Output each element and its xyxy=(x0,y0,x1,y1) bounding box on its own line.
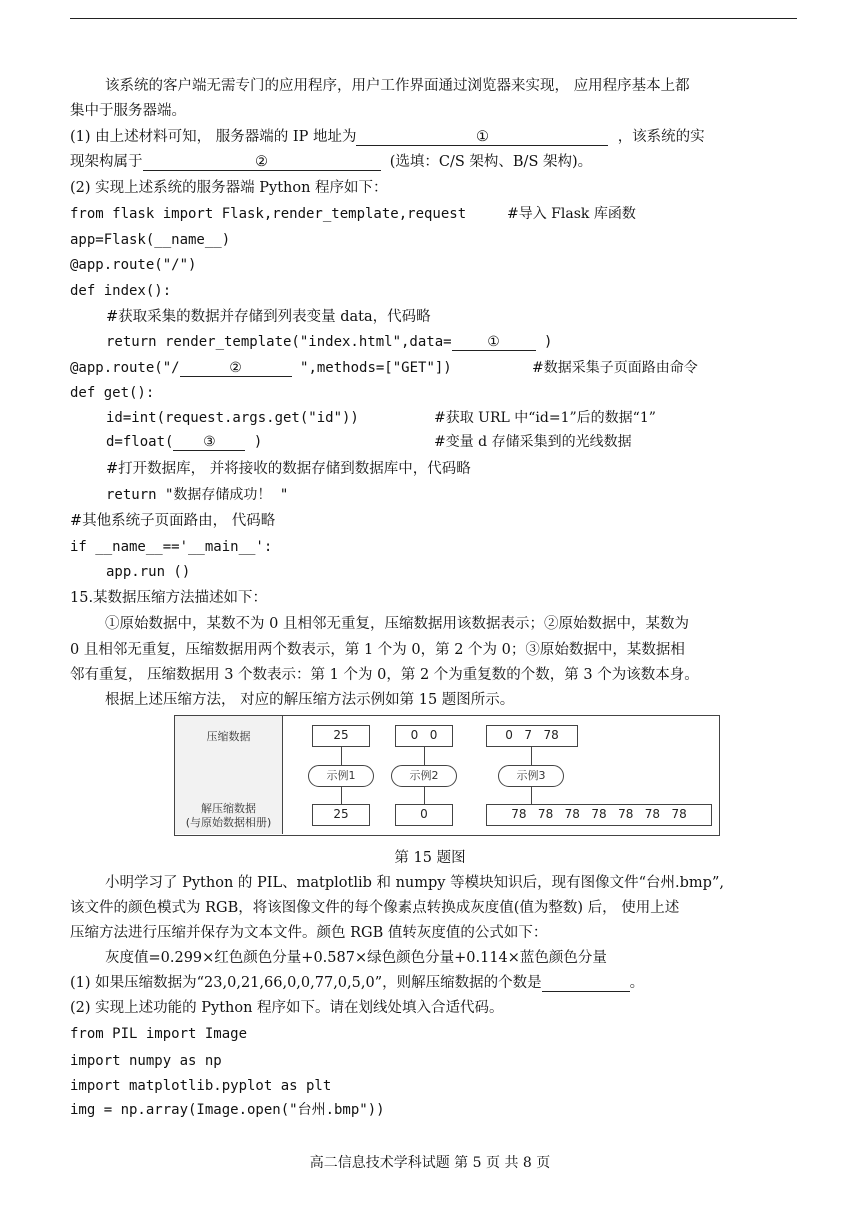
code-line: from PIL import Image xyxy=(70,1026,248,1042)
code-comment-line: #打开数据库， 并将接收的数据存储到数据库中，代码略 xyxy=(106,461,471,477)
arrow-line xyxy=(531,747,532,765)
code-line: return "数据存储成功！ " xyxy=(106,487,289,503)
question-text: 。 xyxy=(629,975,645,991)
label-decompressed: 解压缩数据 xyxy=(201,802,256,815)
paragraph-line: 0 且相邻无重复，压缩数据用两个数表示，第 1 个为 0，第 2 个为 0；③原始数据中，某数据相 xyxy=(70,642,685,658)
question-15-1 xyxy=(70,973,644,993)
code-comment-line: #获取采集的数据并存储到列表变量 data，代码略 xyxy=(106,309,431,325)
paragraph-line: 压缩方法进行压缩并保存为文本文件。颜色 RGB 值转灰度值的公式如下： xyxy=(70,925,548,941)
code-text: d=float( xyxy=(106,434,174,450)
page-footer: 高二信息技术学科试题 第 5 页 共 8 页 xyxy=(309,1155,551,1171)
code-line: if __name__=='__main__': xyxy=(70,539,273,555)
ex2-decompressed-box: 0 xyxy=(395,804,453,826)
code-line xyxy=(70,358,698,378)
code-blank-1[interactable]: ① xyxy=(452,334,536,351)
label-compressed: 压缩数据 xyxy=(206,730,251,743)
paragraph-line: 该文件的颜色模式为 RGB，将该图像文件的每个像素点转换成灰度值(值为整数) 后， 使用上述 xyxy=(70,900,680,916)
arrow-line xyxy=(424,747,425,765)
code-comment-line: #其他系统子页面路由， 代码略 xyxy=(70,513,276,529)
answer-blank-15-1[interactable] xyxy=(542,975,630,992)
question-text: 现架构属于 xyxy=(70,154,143,170)
code-line xyxy=(70,204,636,224)
code-line: app=Flask(__name__) xyxy=(70,232,231,248)
code-line: app.run () xyxy=(106,564,191,580)
code-comment: #变量 d 存储采集到的光线数据 xyxy=(434,434,632,450)
code-comment: #数据采集子页面路由命令 xyxy=(532,360,698,376)
paragraph-line: 根据上述压缩方法， 对应的解压缩方法示例如第 15 题图所示。 xyxy=(105,692,515,708)
question-15-2: (2) 实现上述功能的 Python 程序如下。请在划线处填入合适代码。 xyxy=(70,1000,504,1016)
code-text: ) xyxy=(544,334,553,350)
code-line: @app.route("/") xyxy=(70,257,197,273)
code-text: ",methods=["GET"]) xyxy=(300,360,452,376)
ex2-cloud: 示例2 xyxy=(391,765,457,787)
arrow-line xyxy=(341,787,342,804)
ex3-compressed-box: 0 7 78 xyxy=(486,725,578,747)
compression-figure xyxy=(174,715,720,836)
question-1-line xyxy=(70,152,592,172)
code-line xyxy=(106,432,632,452)
code-line: def index(): xyxy=(70,283,172,299)
code-blank-3[interactable]: ③ xyxy=(173,434,245,451)
paragraph-line: 邻有重复， 压缩数据用 3 个数表示：第 1 个为 0，第 2 个为重复数的个数，第 3 个为该数本身。 xyxy=(70,667,699,683)
label-decompressed-note: (与原始数据相册) xyxy=(185,816,272,829)
figure-caption: 第 15 题图 xyxy=(394,850,466,866)
code-line: import matplotlib.pyplot as plt xyxy=(70,1078,332,1094)
code-text: ) xyxy=(253,434,263,450)
question-text: ，该系统的实 xyxy=(617,129,705,145)
ex1-decompressed-box: 25 xyxy=(312,804,370,826)
ex1-cloud: 示例1 xyxy=(308,765,374,787)
code-text: @app.route("/ xyxy=(70,360,180,376)
question-15-title: 15.某数据压缩方法描述如下： xyxy=(70,590,268,606)
arrow-line xyxy=(341,747,342,765)
code-line xyxy=(106,408,656,428)
answer-blank-1[interactable]: ① xyxy=(356,129,608,146)
formula-line: 灰度值=0.299×红色颜色分量+0.587×绿色颜色分量+0.114×蓝色颜色分量 xyxy=(105,950,607,966)
code-comment: #导入 Flask 库函数 xyxy=(507,206,636,222)
answer-blank-2[interactable]: ② xyxy=(143,154,381,171)
arrow-line xyxy=(424,787,425,804)
header-rule xyxy=(70,18,797,19)
question-text: (选填：C/S 架构、B/S 架构)。 xyxy=(389,154,593,170)
paragraph-line: ①原始数据中，某数不为 0 且相邻无重复，压缩数据用该数据表示；②原始数据中，某数为 xyxy=(105,616,689,632)
ex1-compressed-box: 25 xyxy=(312,725,370,747)
paragraph-line: 小明学习了 Python 的 PIL、matplotlib 和 numpy 等模块知识后，现有图像文件“台州.bmp”, xyxy=(105,875,724,891)
figure-label-column xyxy=(175,716,283,834)
code-blank-2[interactable]: ② xyxy=(180,360,292,377)
paragraph-line: 该系统的客户端无需专门的应用程序，用户工作界面通过浏览器来实现， 应用程序基本上都 xyxy=(105,78,690,94)
code-line: img = np.array(Image.open("台州.bmp")) xyxy=(70,1102,385,1118)
code-comment: #获取 URL 中“id=1”后的数据“1” xyxy=(434,410,656,426)
paragraph-line: 集中于服务器端。 xyxy=(70,103,186,119)
code-text: return render_template("index.html",data= xyxy=(106,334,452,350)
ex3-cloud: 示例3 xyxy=(498,765,564,787)
question-text: (1) 由上述材料可知， 服务器端的 IP 地址为 xyxy=(70,129,357,145)
ex3-decompressed-box: 78 78 78 78 78 78 78 xyxy=(486,804,712,826)
question-1-line xyxy=(70,127,705,147)
code-line: def get(): xyxy=(70,385,155,401)
arrow-line xyxy=(531,787,532,804)
code-line xyxy=(106,332,552,352)
ex2-compressed-box: 0 0 xyxy=(395,725,453,747)
question-2-line: (2) 实现上述系统的服务器端 Python 程序如下： xyxy=(70,180,388,196)
code-line: import numpy as np xyxy=(70,1053,222,1069)
code-text: id=int(request.args.get("id")) xyxy=(106,410,359,426)
code-text: from flask import Flask,render_template,request xyxy=(70,206,467,222)
question-text: (1) 如果压缩数据为“23,0,21,66,0,0,77,0,5,0”，则解压缩数据的个数是 xyxy=(70,975,542,991)
